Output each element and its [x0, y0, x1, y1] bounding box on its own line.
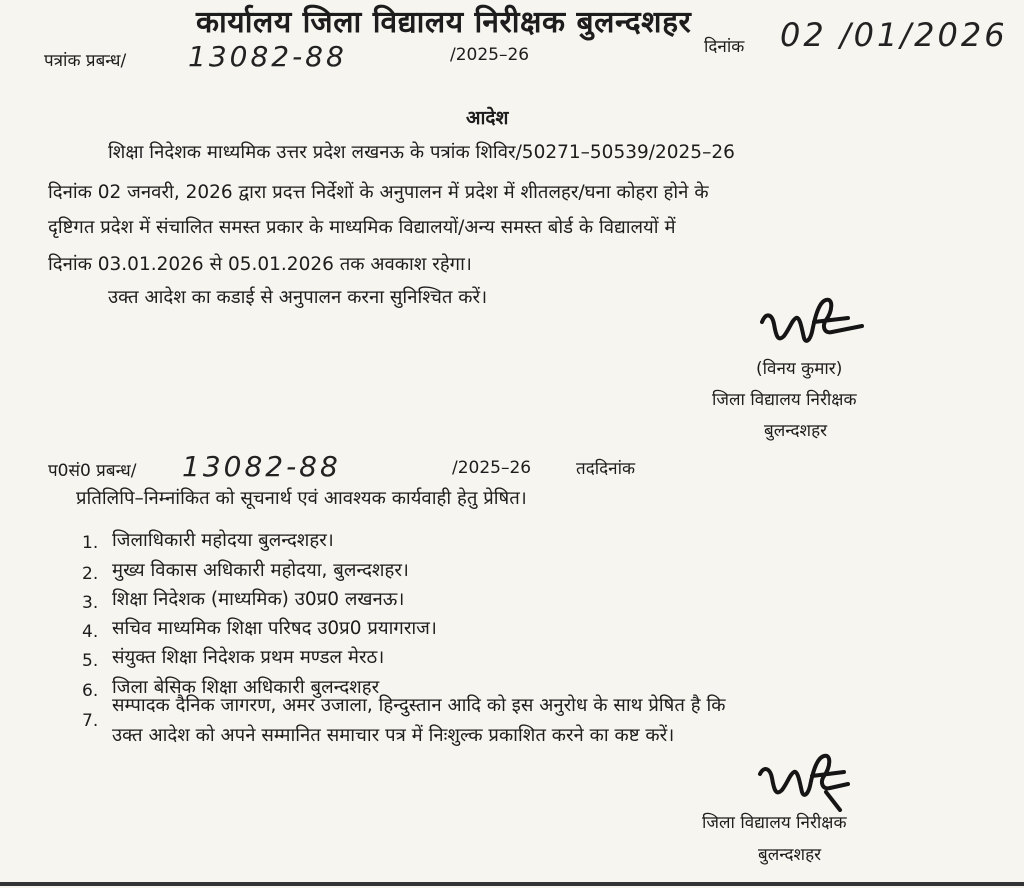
- date-handwritten: 02 /01/2026: [780, 16, 1008, 54]
- endorsement-date: तददिनांक: [576, 459, 636, 479]
- list-item: शिक्षा निदेशक (माध्यमिक) उ0प्र0 लखनऊ।: [112, 589, 405, 610]
- order-para-line: दृष्टिगत प्रदेश में संचालित समस्त प्रकार के माध्यमिक विद्यालयों/अन्य समस्त बोर्ड के विद्यालयों में: [48, 217, 676, 238]
- list-item-number: 5.: [82, 651, 99, 671]
- signature-2: [748, 752, 868, 816]
- endorsement-ref-label: प0सं0 प्रबन्ध/: [48, 461, 137, 481]
- page-bottom-edge: [0, 882, 1024, 886]
- order-para-line: शिक्षा निदेशक माध्यमिक उत्तर प्रदेश लखनऊ के पत्रांक शिविर/50271–50539/2025–26: [108, 142, 735, 163]
- signatory-1-designation: जिला विद्यालय निरीक्षक: [712, 390, 857, 410]
- date-label: दिनांक: [704, 37, 745, 57]
- list-item-number: 1.: [82, 533, 99, 553]
- list-item: संयुक्त शिक्षा निदेशक प्रथम मण्डल मेरठ।: [112, 647, 385, 668]
- list-item-number: 2.: [82, 564, 99, 584]
- list-item-number: 6.: [82, 681, 99, 701]
- endorsement-ref-number-handwritten: 13082-88: [182, 450, 341, 483]
- order-para-line: दिनांक 02 जनवरी, 2026 द्वारा प्रदत्त निर्देशों के अनुपालन में प्रदेश में शीतलहर/घना कोहरा होने के: [48, 182, 709, 203]
- signatory-2-place: बुलन्दशहर: [758, 845, 822, 865]
- ref-year: /2025–26: [450, 45, 530, 65]
- order-heading: आदेश: [466, 107, 509, 129]
- list-item-number: 4.: [82, 622, 99, 642]
- list-item: सम्पादक दैनिक जागरण, अमर उजाला, हिन्दुस्तान आदि को इस अनुरोध के साथ प्रेषित है कि: [112, 695, 726, 716]
- signatory-1-place: बुलन्दशहर: [764, 421, 828, 441]
- list-item: मुख्य विकास अधिकारी महोदया, बुलन्दशहर।: [112, 560, 409, 581]
- signatory-2-designation: जिला विद्यालय निरीक्षक: [702, 813, 847, 833]
- signatory-1-name: (विनय कुमार): [756, 359, 843, 379]
- ref-label: पत्रांक प्रबन्ध/: [44, 51, 127, 71]
- list-item-continuation: उक्त आदेश को अपने सम्मानित समाचार पत्र में निःशुल्क प्रकाशित करने का कष्ट करें।: [112, 725, 675, 746]
- list-item-number: 7.: [82, 711, 99, 731]
- list-item-number: 3.: [82, 593, 99, 613]
- copy-intro: प्रतिलिपि–निम्नांकित को सूचनार्थ एवं आवश्यक कार्यवाही हेतु प्रेषित।: [76, 488, 527, 509]
- list-item: जिला बेसिक शिक्षा अधिकारी बुलन्दशहर: [112, 677, 380, 698]
- list-item: सचिव माध्यमिक शिक्षा परिषद उ0प्र0 प्रयागराज।: [112, 618, 437, 639]
- order-para-line: दिनांक 03.01.2026 से 05.01.2026 तक अवकाश रहेगा।: [48, 254, 472, 275]
- ref-number-handwritten: 13082-88: [188, 40, 347, 73]
- endorsement-ref-year: /2025–26: [452, 458, 532, 478]
- office-title: कार्यालय जिला विद्यालय निरीक्षक बुलन्दशहर: [196, 5, 692, 40]
- list-item: जिलाधिकारी महोदया बुलन्दशहर।: [112, 530, 334, 551]
- signature-1: [752, 292, 872, 356]
- compliance-line: उक्त आदेश का कडाई से अनुपालन करना सुनिश्चित करें।: [108, 287, 488, 308]
